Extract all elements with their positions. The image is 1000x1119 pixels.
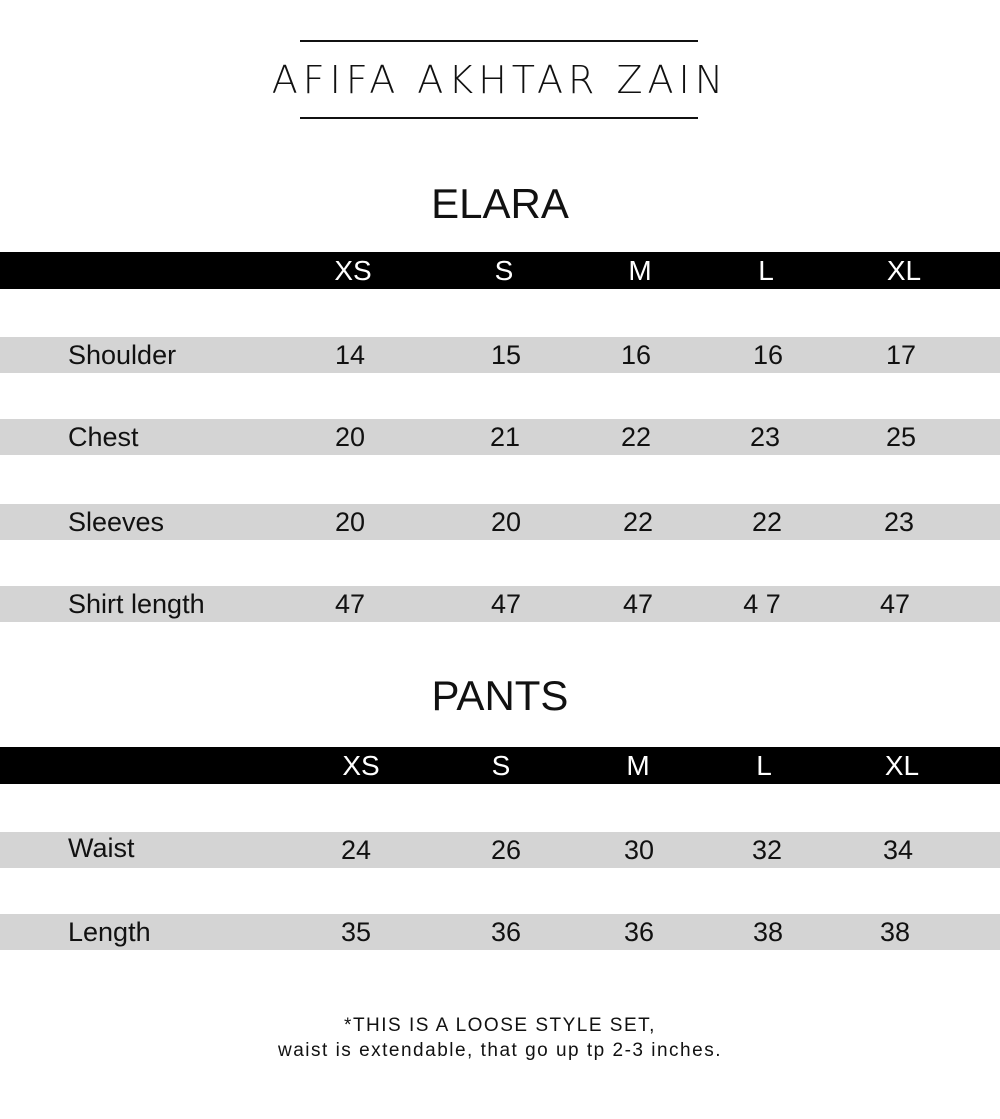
size-header-l: L: [756, 750, 772, 781]
cell-s: 21: [489, 422, 521, 452]
size-header-xs: XS: [342, 750, 380, 781]
cell-m: 36: [623, 917, 655, 947]
table-row-length: [0, 914, 1000, 950]
cell-xl: 34: [882, 835, 914, 865]
pants-size-header: [0, 747, 1000, 784]
cell-xs: 35: [340, 917, 372, 947]
cell-xl: 17: [885, 340, 917, 370]
cell-xs: 47: [334, 589, 366, 619]
cell-xl: 23: [883, 507, 915, 537]
row-label: Waist: [68, 833, 135, 863]
row-label: Length: [68, 917, 151, 947]
cell-l: 32: [751, 835, 783, 865]
cell-s: 20: [490, 507, 522, 537]
brand-logo: AFIFA AKHTAR ZAIN: [271, 58, 729, 102]
brand-rule-top: [300, 40, 698, 42]
size-header-m: M: [628, 255, 652, 286]
row-label: Chest: [68, 422, 139, 452]
table-row-chest: [0, 419, 1000, 455]
cell-s: 36: [490, 917, 522, 947]
footnote-line-1: *THIS IS A LOOSE STYLE SET,: [344, 1015, 656, 1036]
table-row-waist: [0, 832, 1000, 868]
cell-l: 4 7: [743, 589, 781, 619]
table-row-shoulder: [0, 337, 1000, 373]
cell-s: 47: [490, 589, 522, 619]
size-header-m: M: [626, 750, 650, 781]
cell-s: 26: [490, 835, 522, 865]
cell-m: 47: [622, 589, 654, 619]
cell-xs: 20: [334, 422, 366, 452]
size-header-xs: XS: [334, 255, 372, 286]
cell-m: 30: [623, 835, 655, 865]
size-header-xl: XL: [884, 750, 920, 781]
cell-xl: 47: [879, 589, 911, 619]
cell-l: 23: [749, 422, 781, 452]
row-label: Shirt length: [68, 589, 205, 619]
pants-title: PANTS: [431, 672, 569, 719]
elara-size-header: [0, 252, 1000, 289]
size-header-s: S: [494, 255, 514, 286]
size-header-s: S: [491, 750, 511, 781]
cell-m: 16: [620, 340, 652, 370]
cell-xl: 25: [885, 422, 917, 452]
cell-s: 15: [490, 340, 522, 370]
table-row-shirt-length: [0, 586, 1000, 622]
cell-l: 38: [752, 917, 784, 947]
footnote-line-2: waist is extendable, that go up tp 2-3 inches.: [278, 1040, 722, 1061]
row-label: Sleeves: [68, 507, 165, 537]
cell-xs: 20: [334, 507, 366, 537]
elara-title: ELARA: [431, 180, 569, 227]
cell-m: 22: [620, 422, 652, 452]
size-header-xl: XL: [886, 255, 922, 286]
cell-xl: 38: [879, 917, 911, 947]
cell-xs: 24: [340, 835, 372, 865]
cell-xs: 14: [334, 340, 366, 370]
brand-rule-bottom: [300, 117, 698, 119]
size-header-l: L: [758, 255, 774, 286]
cell-l: 16: [752, 340, 784, 370]
row-label: Shoulder: [68, 340, 177, 370]
table-row-sleeves: [0, 504, 1000, 540]
cell-l: 22: [751, 507, 783, 537]
cell-m: 22: [622, 507, 654, 537]
footnote: [0, 1013, 1000, 1063]
